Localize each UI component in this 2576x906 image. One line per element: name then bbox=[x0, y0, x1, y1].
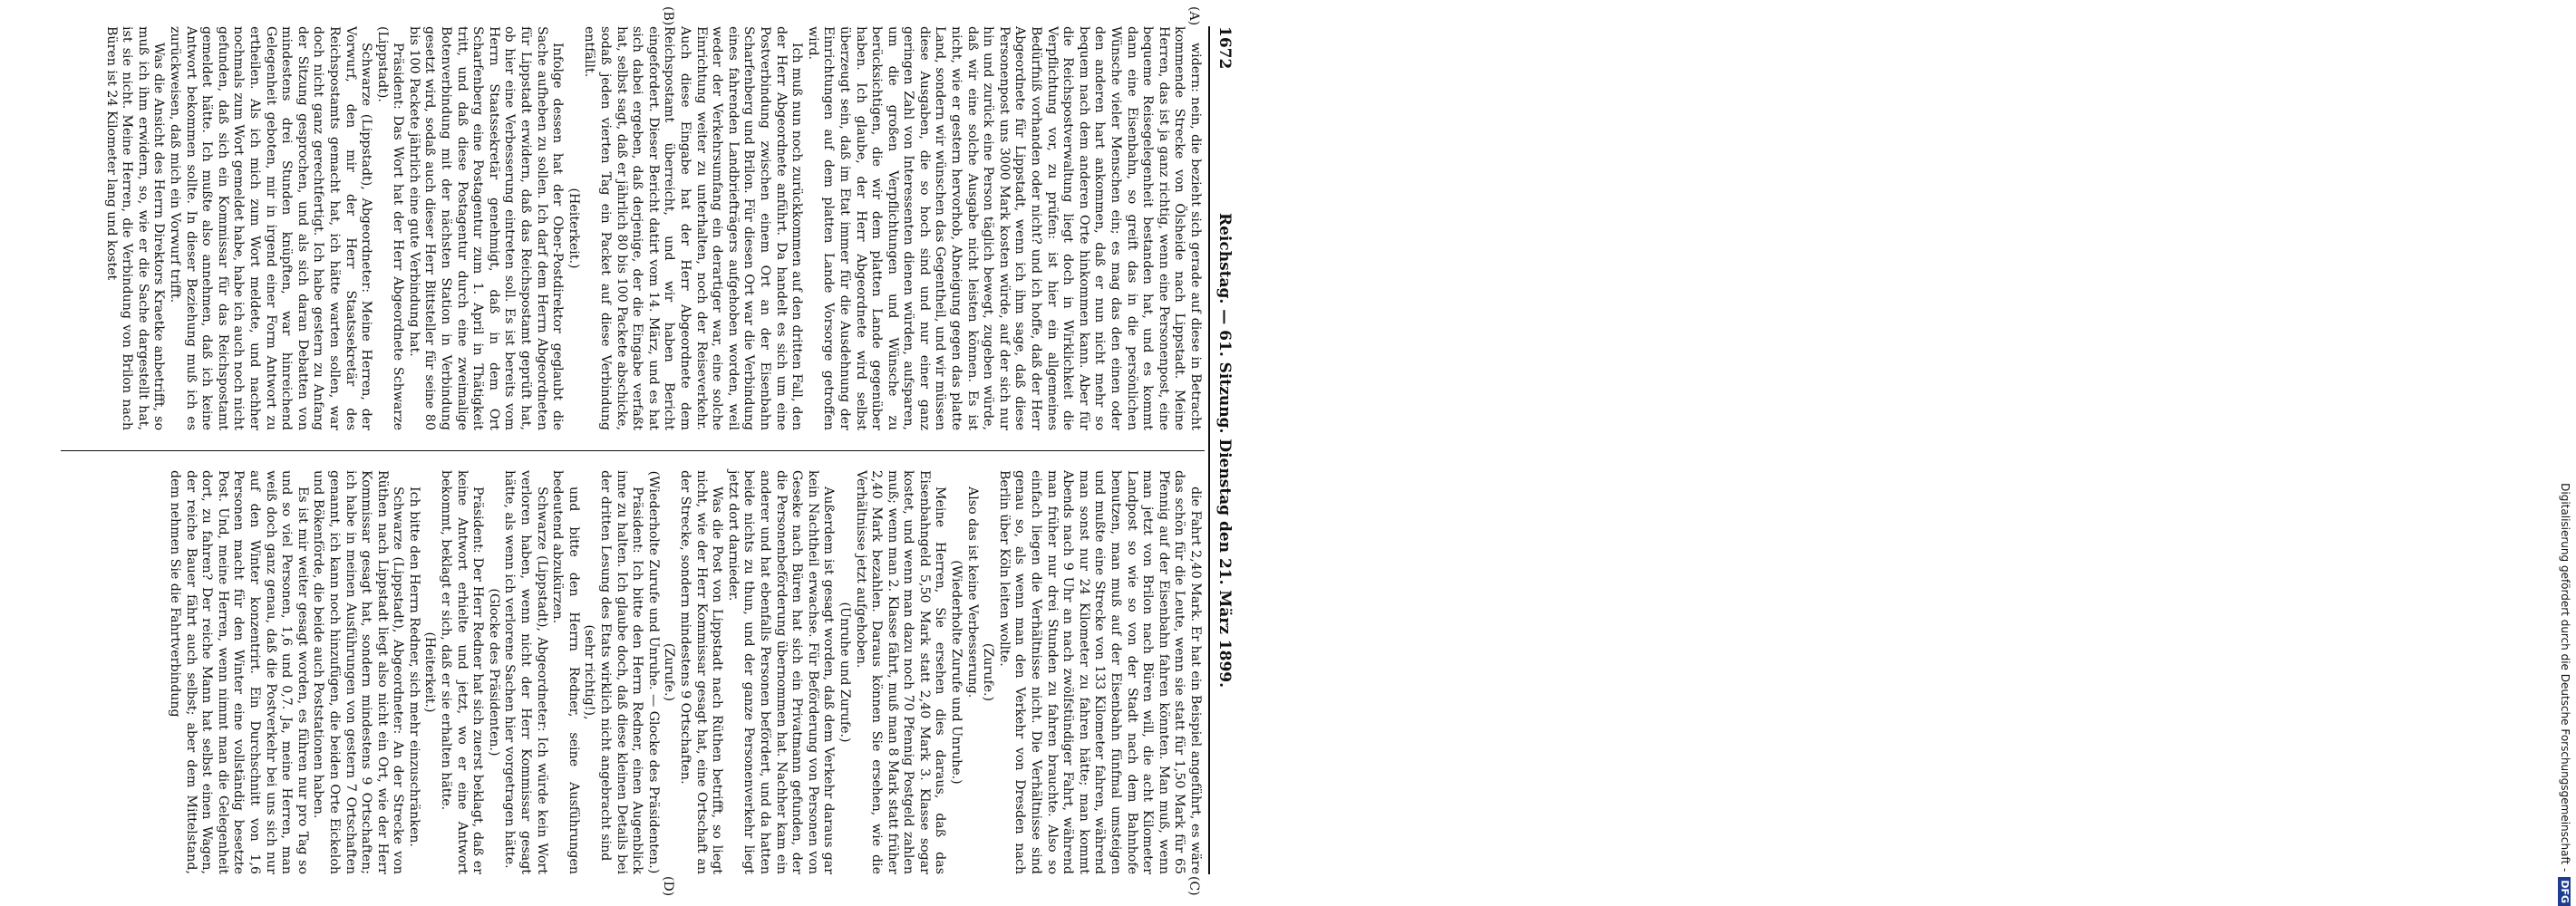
paragraph: Ich bitte den Herrn Redner, sich mehr einzuschränken. bbox=[406, 487, 421, 847]
page-header bbox=[1208, 26, 1237, 874]
stage-direction: (Zurufe.) bbox=[662, 642, 677, 702]
margin-mark-a: (A) bbox=[1186, 6, 1201, 26]
paragraph: widern: nein, die bezieht sich gerade auf diese in Betracht kommende Strecke von Ölsheide nach Lippstadt. Meine Herren, das ist ja ganz richtig, wenn eine Personenpost, eine bequeme Reisegelegenheit bestanden hat, und es kommt dann eine Eisenbahn, so greift das in die persönlichen Wünsche vieler Menschen ein; es mag das den einen oder den anderen hart ankommen, daß er nun nicht mehr so bequem nach dem anderen Orte hinkommen kann. Aber für die Reichspostverwaltung liegt doch in Wirklichkeit die Verpflichtung vor, zu prüfen: ist hier ein allgemeines Bedürfniß vorhanden oder nicht? und ich hoffe, daß der Herr Abgeordnete für Lippstadt, wenn ich ihm sage, daß diese Personenpost uns 3000 Mark kosten würde, auf der sich nur hin und zurück eine Person täglich bewegt, zugeben würde, daß wir eine solche Ausgabe nicht leisten können. Es ist nicht, wie er gestern hervorhob, Abneigung gegen das platte Land, sondern wir wünschen das Gegentheil, und wir müssen diese Ausgaben, die so hoch sind und nur einer ganz geringen Zahl von Interessenten dienen würden, aufsparen, um die großen Verpflichtungen und Wünsche zu berücksichtigen, die wir dem platten Lande gegenüber haben. Ich glaube, der Herr Abgeordnete wird selbst überzeugt sein, daß im Etat immer für die Ausdehnung der Einrichtungen auf dem platten Lande Vorsorge getroffen wird. bbox=[805, 26, 1203, 430]
paragraph: Schwarze (Lippstadt), Abgeordneter: An der Strecke von Rüthen nach Lippstadt liegt also nicht ein Ort, wie der Herr Kommissar gesagt hat, sondern mindestens 9 Ortschaften; ich habe in meinen Ausführungen von gestern 7 Ortschaften genannt, ich kann noch hinzufügen, die beiden Orte Eickeloh und Bökenförde, die beide auch Poststationen haben. bbox=[311, 470, 406, 874]
margin-mark-d: (D) bbox=[661, 876, 675, 897]
paragraph: Was die Ansicht des Herrn Direktors Kraetke anbetrifft, so muß ich ihm erwidern, so, wie er die Sache dargestellt hat, ist sie nicht. Meine Herren, die Verbindung von Brilon nach Büren ist 24 Kilometer lang und kostet bbox=[103, 26, 167, 430]
paragraph: Infolge dessen hat der Ober-Postdirektor geglaubt die Sache aufheben zu sollen. Ich darf dem Herrn Abgeordneten für Lippstadt erwidern, daß das Reichspostamt geprüft hat, ob hier eine Verbesserung eintreten soll. Es ist bereits vom Herrn Staatssekretär genehmigt, daß in dem Ort Scharfenberg eine Postagentur zum 1. April in Thätigkeit tritt, und daß diese Postagentur durch eine zweimalige Botenverbindung mit der nächsten Station in Verbindung gesetzt wird, sodaß auch dieser Herr Bittsteller für seine 80 bis 100 Packete jährlich eine gute Verbindung hat. bbox=[406, 26, 566, 430]
stage-direction: (Glocke des Präsidenten.) bbox=[486, 588, 501, 757]
credit-text: Digitalisierung gefördert durch die Deutsche Forschungsgemeinschaft - bbox=[2559, 483, 2571, 872]
stage-direction: (sehr richtig!), bbox=[582, 624, 597, 720]
stage-direction: (Unruhe und Zurufe.) bbox=[837, 602, 852, 743]
stage-direction: (Wiederholte Zurufe und Unruhe.) bbox=[949, 560, 964, 785]
paragraph: Meine Herren, Sie ersehen dies daraus, daß das Eisenbahngeld 5,50 Mark statt 2,40 Mark 3. Klasse sogar kostet, und wenn man dazu noch 70 Pfennig Postgeld zahlen muß; wenn man 2. Klasse fährt, muß man 8 Mark statt früher 2,40 Mark bezahlen. Daraus können Sie ersehen, wie die Verhältnisse jetzt aufgehoben. bbox=[853, 470, 948, 874]
paragraph: und bitte den Herrn Redner, seine Ausführungen bedeutend abzukürzen. bbox=[550, 470, 581, 874]
paragraph: die Fahrt 2,40 Mark. Er hat ein Beispiel angeführt, es wäre das schön für die Leute, wenn sie statt für 1,50 Mark für 65 Pfennig auf der Eisenbahn fahren könnten. Man muß, wenn man jetzt von Brilon nach Büren will, die acht Kilometer Landpost so wie so von der Stadt nach dem Bahnhofe benutzen, man muß auf der Eisenbahn fünfmal umsteigen und mußte eine Strecke von 133 Kilometer fahren, während man sonst nur 24 Kilometer zu fahren hätte; man kommt Abends nach 9 Uhr an nach zwölfstündiger Fahrt, während man früher nur drei Stunden zu fahren brauchte. Also so einfach liegen die Verhältnisse nicht. Die Verhältnisse sind genau so, als wenn man den Verkehr von Dresden nach Berlin über Köln leiten wollte. bbox=[996, 470, 1203, 874]
paragraph: Präsident: Ich bitte den Herrn Redner, einen Augenblick inne zu halten. Ich glaube doch, daß diese kleinen Details bei der dritten Lesung des Etats wirklich nicht angebracht sind bbox=[598, 470, 645, 874]
paragraph: Präsident: Das Wort hat der Herr Abgeordnete Schwarze (Lippstadt). bbox=[374, 26, 406, 430]
right-text-column bbox=[59, 470, 1203, 874]
paragraph: Schwarze (Lippstadt), Abgeordneter: Meine Herren, der Vorwurf, den mir der Herr Staatssekretär des Reichspostamts gemacht hat, ich hätte warten sollen, war doch nicht ganz gerechtfertigt. Ich habe gestern zu Anfang der Sitzung gesprochen, und als sich daran Debatten von mindestens drei Stunden knüpften, war hinreichend Gelegenheit geboten, mir in irgend einer Form Antwort zu ertheilen. Als ich mich zum Wort meldete, und nachher nochmals zum Wort gemeldet habe, habe ich auch noch nicht gefunden, daß sich ein Kommissar für das Reichspostamt gemeldet hätte. Ich mußte also annehmen, daß ich keine Antwort bekommen sollte. In dieser Beziehung muß ich es zurückweisen, daß mich ein Vorwurf trifft. bbox=[168, 26, 374, 430]
stage-direction: (Zurufe.) bbox=[981, 642, 996, 702]
paragraph: Also das ist keine Verbesserung. bbox=[964, 487, 980, 699]
column-divider bbox=[61, 450, 1205, 451]
left-text-column bbox=[59, 26, 1203, 430]
page-number: 1672 bbox=[1215, 26, 1234, 70]
paragraph: Was die Post von Lippstadt nach Rüthen betrifft, so liegt nicht, wie der Herr Kommissar gesagt hat, eine Ortschaft an der Strecke, sondern mindestens 9 Ortschaften. bbox=[678, 470, 725, 874]
paragraph: Schwarze (Lippstadt), Abgeordneter: Ich würde kein Wort verloren haben, wenn nicht der Herr Kommissar gesagt hätte, als wenn ich verlorene Sachen hier vorgetragen hätte. bbox=[502, 470, 549, 874]
dfg-logo: DFG bbox=[2558, 877, 2571, 906]
stage-direction: (Heiterkeit.) bbox=[422, 631, 438, 713]
stage-direction: (Wiederholte Zurufe und Unruhe. — Glocke des Präsidenten.) bbox=[645, 470, 661, 874]
digitization-credit bbox=[1277, 0, 2571, 906]
page-title: Reichstag. — 61. Sitzung. Dienstag den 21. März 1899. bbox=[1215, 212, 1234, 689]
paragraph: Außerdem ist gesagt worden, daß dem Verkehr daraus gar kein Nachtheil erwachse. Für Beförderung von Personen von Geseke nach Büren hat sich ein Privatmann gefunden, der die Personenbeförderung übernommen hat. Nachher kam ein anderer und hat ebenfalls Personen befördert, und da hatten beide nichts zu thun, und der ganze Personenverkehr liegt jetzt dort darnieder. bbox=[725, 470, 837, 874]
paragraph: Ich muß nun noch zurückkommen auf den dritten Fall, den der Herr Abgeordnete anführt. Da handelt es sich um eine Postverbindung zwischen einem Ort an der Eisenbahn Scharfenberg und Brilon. Für diesen Ort war die Verbindung eines fahrenden Landbriefträgers aufgehoben worden, weil weder der Verkehrsumfang ein derartiger war, eine solche Einrichtung weiter zu unterhalten, noch der Reiseverkehr. Auch diese Eingabe hat der Herr Abgeordnete dem Reichspostamt überreicht, und wir haben Bericht eingefordert. Dieser Bericht datirt vom 14. März, und es hat sich dabei ergeben, daß derjenige, der die Eingabe verfaßt hat, selbst sagt, daß er jährlich 80 bis 100 Packete abschicke, sodaß jeden vierten Tag ein Packet auf diese Verbindung entfällt. bbox=[582, 26, 805, 430]
paragraph: Präsident: Der Herr Redner hat sich zuerst beklagt, daß er keine Antwort erhielte und jetzt, wo er eine Antwort bekommt, beklagt er sich, daß er sie erhalten hätte. bbox=[439, 470, 486, 874]
stage-direction: (Heiterkeit.) bbox=[566, 188, 581, 269]
margin-mark-b: (B) bbox=[661, 6, 675, 26]
newspaper-sheet bbox=[59, 6, 1237, 897]
margin-mark-c: (C) bbox=[1186, 876, 1201, 896]
paragraph: Es ist mir weiter gesagt worden, es führen nur pro Tag so und so viel Personen, 1,6 und 0,7. Ja, meine Herren, man weiß doch ganz genau, daß die Postverkehr bei uns sich nur auf den Winter konzentrirt. Ein Durchschnitt von 1,6 Personen macht für den Winter eine vollständig besetzte Post. Und, meine Herren, wenn nimmt man die Gelegenheit dort, zu fahren? Der reiche Mann hat selbst einen Wagen, der reiche Bauer fährt auch selbst; aber dem Mittelstand, dem nehmen Sie die Fahrtverbindung bbox=[168, 470, 310, 874]
